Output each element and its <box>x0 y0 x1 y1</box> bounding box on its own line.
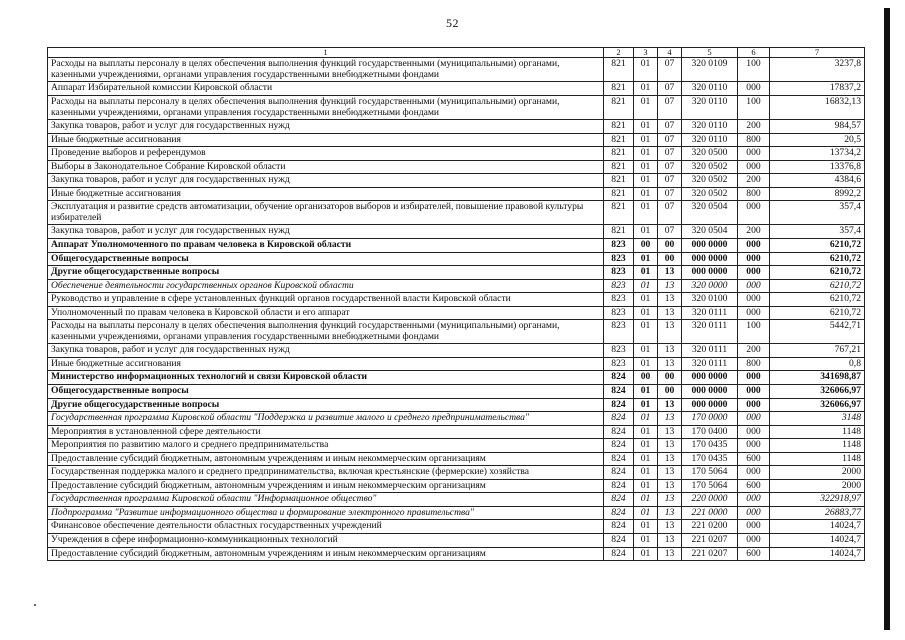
header-cell: 1 <box>48 48 604 58</box>
row-name: Иные бюджетные ассигнования <box>48 133 604 147</box>
row-amount: 16832,13 <box>770 95 865 119</box>
row-chapter-code: 821 <box>604 225 634 239</box>
row-amount: 6210,72 <box>770 306 865 320</box>
row-expense-type: 600 <box>738 547 770 561</box>
row-subsection-code: 13 <box>658 398 682 412</box>
row-target-article: 000 0000 <box>682 239 738 253</box>
row-section-code: 01 <box>634 252 658 266</box>
row-amount: 1148 <box>770 439 865 453</box>
row-subsection-code: 00 <box>658 239 682 253</box>
row-target-article: 000 0000 <box>682 398 738 412</box>
row-expense-type: 000 <box>738 306 770 320</box>
row-expense-type: 000 <box>738 506 770 520</box>
row-amount: 5442,71 <box>770 320 865 344</box>
table-row <box>48 239 865 253</box>
row-amount: 326066,97 <box>770 398 865 412</box>
row-chapter-code: 821 <box>604 147 634 161</box>
row-subsection-code: 13 <box>658 320 682 344</box>
row-chapter-code: 824 <box>604 547 634 561</box>
row-section-code: 01 <box>634 160 658 174</box>
row-target-article: 320 0504 <box>682 225 738 239</box>
row-expense-type: 200 <box>738 174 770 188</box>
row-chapter-code: 821 <box>604 120 634 134</box>
row-target-article: 320 0111 <box>682 320 738 344</box>
row-amount: 767,21 <box>770 344 865 358</box>
row-amount: 3237,8 <box>770 58 865 82</box>
table-row <box>48 306 865 320</box>
row-subsection-code: 13 <box>658 344 682 358</box>
row-section-code: 01 <box>634 412 658 426</box>
row-target-article: 221 0207 <box>682 547 738 561</box>
row-subsection-code: 13 <box>658 279 682 293</box>
table-row <box>48 547 865 561</box>
row-expense-type: 600 <box>738 452 770 466</box>
row-amount: 26883,77 <box>770 506 865 520</box>
row-expense-type: 000 <box>738 266 770 280</box>
row-name: Мероприятия в установленной сфере деятельности <box>48 425 604 439</box>
row-chapter-code: 821 <box>604 187 634 201</box>
row-section-code: 01 <box>634 279 658 293</box>
row-chapter-code: 824 <box>604 466 634 480</box>
row-chapter-code: 824 <box>604 412 634 426</box>
table-row <box>48 344 865 358</box>
scan-speck <box>34 604 36 606</box>
row-subsection-code: 07 <box>658 160 682 174</box>
row-target-article: 170 5064 <box>682 479 738 493</box>
row-chapter-code: 823 <box>604 252 634 266</box>
table-row <box>48 425 865 439</box>
row-amount: 6210,72 <box>770 239 865 253</box>
row-name: Подпрограмма "Развитие информационного общества и формирование электронного правительства" <box>48 506 604 520</box>
row-expense-type: 000 <box>738 293 770 307</box>
row-name: Аппарат Избирательной комиссии Кировской области <box>48 82 604 96</box>
row-name: Аппарат Уполномоченного по правам человека в Кировской области <box>48 239 604 253</box>
row-expense-type: 100 <box>738 95 770 119</box>
row-amount: 14024,7 <box>770 547 865 561</box>
row-section-code: 01 <box>634 187 658 201</box>
row-amount: 6210,72 <box>770 293 865 307</box>
row-chapter-code: 821 <box>604 133 634 147</box>
row-target-article: 220 0000 <box>682 493 738 507</box>
row-expense-type: 800 <box>738 187 770 201</box>
row-chapter-code: 824 <box>604 534 634 548</box>
table-row <box>48 466 865 480</box>
row-section-code: 01 <box>634 174 658 188</box>
row-expense-type: 000 <box>738 160 770 174</box>
row-section-code: 01 <box>634 425 658 439</box>
row-target-article: 170 0435 <box>682 452 738 466</box>
row-section-code: 01 <box>634 147 658 161</box>
scan-edge-bar <box>884 8 890 630</box>
table-row <box>48 201 865 225</box>
row-amount: 14024,7 <box>770 534 865 548</box>
row-subsection-code: 13 <box>658 412 682 426</box>
row-chapter-code: 824 <box>604 452 634 466</box>
row-chapter-code: 823 <box>604 320 634 344</box>
row-amount: 984,57 <box>770 120 865 134</box>
row-section-code: 00 <box>634 371 658 385</box>
row-name: Закупка товаров, работ и услуг для государственных нужд <box>48 225 604 239</box>
header-cell: 2 <box>604 48 634 58</box>
row-subsection-code: 07 <box>658 201 682 225</box>
row-section-code: 01 <box>634 385 658 399</box>
row-chapter-code: 823 <box>604 279 634 293</box>
table-row <box>48 252 865 266</box>
row-expense-type: 000 <box>738 239 770 253</box>
row-expense-type: 200 <box>738 120 770 134</box>
row-subsection-code: 07 <box>658 95 682 119</box>
row-name: Закупка товаров, работ и услуг для государственных нужд <box>48 344 604 358</box>
row-expense-type: 000 <box>738 425 770 439</box>
row-name: Государственная программа Кировской области "Поддержка и развитие малого и среднего предпринимательства" <box>48 412 604 426</box>
row-target-article: 170 0435 <box>682 439 738 453</box>
row-subsection-code: 13 <box>658 357 682 371</box>
row-section-code: 01 <box>634 520 658 534</box>
row-expense-type: 000 <box>738 412 770 426</box>
row-name: Предоставление субсидий бюджетным, автономным учреждениям и иным некоммерческим организациям <box>48 479 604 493</box>
row-target-article: 320 0500 <box>682 147 738 161</box>
row-name: Учреждения в сфере информационно-коммуникационных технологий <box>48 534 604 548</box>
row-expense-type: 800 <box>738 357 770 371</box>
row-target-article: 000 0000 <box>682 371 738 385</box>
table-row <box>48 147 865 161</box>
table-row <box>48 120 865 134</box>
row-subsection-code: 13 <box>658 266 682 280</box>
header-cell: 5 <box>682 48 738 58</box>
table-row <box>48 493 865 507</box>
row-section-code: 01 <box>634 201 658 225</box>
row-chapter-code: 821 <box>604 58 634 82</box>
row-chapter-code: 824 <box>604 398 634 412</box>
row-expense-type: 000 <box>738 82 770 96</box>
row-target-article: 320 0502 <box>682 160 738 174</box>
row-subsection-code: 07 <box>658 225 682 239</box>
row-subsection-code: 13 <box>658 534 682 548</box>
row-section-code: 01 <box>634 452 658 466</box>
header-row <box>48 48 865 58</box>
row-expense-type: 000 <box>738 252 770 266</box>
row-section-code: 01 <box>634 357 658 371</box>
row-subsection-code: 13 <box>658 293 682 307</box>
row-name: Расходы на выплаты персоналу в целях обеспечения выполнения функций государственными (муниципальными) органами, казенными учреждениями, органами управления государственными внебюджетными фондами <box>48 320 604 344</box>
row-target-article: 320 0110 <box>682 120 738 134</box>
row-target-article: 170 5064 <box>682 466 738 480</box>
row-subsection-code: 13 <box>658 493 682 507</box>
row-section-code: 01 <box>634 439 658 453</box>
row-amount: 357,4 <box>770 201 865 225</box>
row-target-article: 320 0111 <box>682 357 738 371</box>
row-amount: 2000 <box>770 479 865 493</box>
row-expense-type: 000 <box>738 466 770 480</box>
row-expense-type: 000 <box>738 279 770 293</box>
row-target-article: 320 0502 <box>682 187 738 201</box>
row-expense-type: 000 <box>738 147 770 161</box>
row-subsection-code: 13 <box>658 425 682 439</box>
row-amount: 326066,97 <box>770 385 865 399</box>
row-amount: 13376,8 <box>770 160 865 174</box>
table-row <box>48 266 865 280</box>
row-chapter-code: 824 <box>604 371 634 385</box>
row-amount: 8992,2 <box>770 187 865 201</box>
row-amount: 341698,87 <box>770 371 865 385</box>
row-target-article: 320 0111 <box>682 344 738 358</box>
row-name: Уполномоченный по правам человека в Кировской области и его аппарат <box>48 306 604 320</box>
row-section-code: 01 <box>634 466 658 480</box>
row-name: Обеспечение деятельности государственных органов Кировской области <box>48 279 604 293</box>
row-chapter-code: 824 <box>604 506 634 520</box>
row-chapter-code: 821 <box>604 82 634 96</box>
row-expense-type: 000 <box>738 534 770 548</box>
row-chapter-code: 823 <box>604 357 634 371</box>
row-chapter-code: 824 <box>604 425 634 439</box>
table-row <box>48 187 865 201</box>
row-amount: 0,8 <box>770 357 865 371</box>
table-row <box>48 385 865 399</box>
row-chapter-code: 824 <box>604 479 634 493</box>
row-section-code: 01 <box>634 133 658 147</box>
row-subsection-code: 07 <box>658 120 682 134</box>
row-subsection-code: 13 <box>658 306 682 320</box>
row-amount: 357,4 <box>770 225 865 239</box>
row-subsection-code: 13 <box>658 506 682 520</box>
table-row <box>48 133 865 147</box>
row-section-code: 01 <box>634 398 658 412</box>
row-name: Иные бюджетные ассигнования <box>48 357 604 371</box>
row-name: Мероприятия по развитию малого и среднего предпринимательства <box>48 439 604 453</box>
row-chapter-code: 824 <box>604 520 634 534</box>
table-row <box>48 82 865 96</box>
row-section-code: 01 <box>634 547 658 561</box>
row-expense-type: 000 <box>738 493 770 507</box>
table-row <box>48 520 865 534</box>
row-section-code: 01 <box>634 506 658 520</box>
row-subsection-code: 13 <box>658 452 682 466</box>
row-amount: 1148 <box>770 452 865 466</box>
row-expense-type: 000 <box>738 439 770 453</box>
row-subsection-code: 07 <box>658 187 682 201</box>
row-name: Предоставление субсидий бюджетным, автономным учреждениям и иным некоммерческим организациям <box>48 452 604 466</box>
row-expense-type: 100 <box>738 58 770 82</box>
row-name: Закупка товаров, работ и услуг для государственных нужд <box>48 174 604 188</box>
table-row <box>48 398 865 412</box>
row-chapter-code: 821 <box>604 95 634 119</box>
row-expense-type: 800 <box>738 133 770 147</box>
row-name: Проведение выборов и референдумов <box>48 147 604 161</box>
row-chapter-code: 823 <box>604 306 634 320</box>
row-section-code: 01 <box>634 225 658 239</box>
table-row <box>48 452 865 466</box>
page-number: 52 <box>446 16 459 30</box>
row-target-article: 320 0110 <box>682 82 738 96</box>
row-section-code: 01 <box>634 58 658 82</box>
header-cell: 6 <box>738 48 770 58</box>
row-name: Эксплуатация и развитие средств автоматизации, обучение организаторов выборов и избирателей, повышение правовой культуры избирателей <box>48 201 604 225</box>
row-amount: 3148 <box>770 412 865 426</box>
table-row <box>48 160 865 174</box>
row-amount: 6210,72 <box>770 266 865 280</box>
row-chapter-code: 823 <box>604 239 634 253</box>
row-chapter-code: 821 <box>604 201 634 225</box>
row-subsection-code: 00 <box>658 385 682 399</box>
row-section-code: 01 <box>634 120 658 134</box>
row-section-code: 01 <box>634 293 658 307</box>
row-expense-type: 000 <box>738 385 770 399</box>
row-section-code: 01 <box>634 320 658 344</box>
table-row <box>48 279 865 293</box>
table-row <box>48 95 865 119</box>
row-section-code: 01 <box>634 306 658 320</box>
row-section-code: 01 <box>634 95 658 119</box>
row-name: Иные бюджетные ассигнования <box>48 187 604 201</box>
table-row <box>48 412 865 426</box>
row-section-code: 00 <box>634 239 658 253</box>
row-expense-type: 200 <box>738 344 770 358</box>
row-expense-type: 000 <box>738 371 770 385</box>
table-row <box>48 225 865 239</box>
row-expense-type: 000 <box>738 520 770 534</box>
row-section-code: 01 <box>634 479 658 493</box>
row-subsection-code: 13 <box>658 520 682 534</box>
row-name: Руководство и управление в сфере установленных функций органов государственной власти Кировской области <box>48 293 604 307</box>
row-section-code: 01 <box>634 266 658 280</box>
row-amount: 6210,72 <box>770 279 865 293</box>
row-target-article: 320 0109 <box>682 58 738 82</box>
row-target-article: 320 0504 <box>682 201 738 225</box>
table-row <box>48 534 865 548</box>
row-name: Расходы на выплаты персоналу в целях обеспечения выполнения функций государственными (муниципальными) органами, казенными учреждениями, органами управления государственными внебюджетными фондами <box>48 58 604 82</box>
table-row <box>48 439 865 453</box>
row-name: Государственная программа Кировской области "Информационное общество" <box>48 493 604 507</box>
row-expense-type: 000 <box>738 398 770 412</box>
row-amount: 6210,72 <box>770 252 865 266</box>
row-subsection-code: 13 <box>658 466 682 480</box>
row-expense-type: 000 <box>738 201 770 225</box>
row-target-article: 320 0000 <box>682 279 738 293</box>
row-amount: 2000 <box>770 466 865 480</box>
row-chapter-code: 821 <box>604 174 634 188</box>
table-row <box>48 293 865 307</box>
row-target-article: 320 0100 <box>682 293 738 307</box>
row-subsection-code: 13 <box>658 439 682 453</box>
row-target-article: 320 0502 <box>682 174 738 188</box>
row-name: Предоставление субсидий бюджетным, автономным учреждениям и иным некоммерческим организациям <box>48 547 604 561</box>
row-subsection-code: 07 <box>658 133 682 147</box>
row-name: Общегосударственные вопросы <box>48 252 604 266</box>
row-target-article: 221 0000 <box>682 506 738 520</box>
row-target-article: 170 0000 <box>682 412 738 426</box>
row-name: Государственная поддержка малого и среднего предпринимательства, включая крестьянские (фермерские) хозяйства <box>48 466 604 480</box>
row-subsection-code: 00 <box>658 371 682 385</box>
row-amount: 13734,2 <box>770 147 865 161</box>
row-section-code: 01 <box>634 534 658 548</box>
row-amount: 4384,6 <box>770 174 865 188</box>
row-subsection-code: 13 <box>658 547 682 561</box>
row-subsection-code: 07 <box>658 58 682 82</box>
row-target-article: 170 0400 <box>682 425 738 439</box>
row-target-article: 000 0000 <box>682 266 738 280</box>
row-chapter-code: 824 <box>604 439 634 453</box>
row-target-article: 000 0000 <box>682 252 738 266</box>
table-row <box>48 58 865 82</box>
row-subsection-code: 07 <box>658 82 682 96</box>
table-row <box>48 357 865 371</box>
row-section-code: 01 <box>634 82 658 96</box>
row-section-code: 01 <box>634 344 658 358</box>
row-name: Закупка товаров, работ и услуг для государственных нужд <box>48 120 604 134</box>
row-target-article: 221 0200 <box>682 520 738 534</box>
row-amount: 20,5 <box>770 133 865 147</box>
row-amount: 14024,7 <box>770 520 865 534</box>
budget-table <box>47 47 865 561</box>
row-target-article: 000 0000 <box>682 385 738 399</box>
table-row <box>48 320 865 344</box>
row-amount: 322918,97 <box>770 493 865 507</box>
row-section-code: 01 <box>634 493 658 507</box>
row-chapter-code: 823 <box>604 293 634 307</box>
row-name: Другие общегосударственные вопросы <box>48 266 604 280</box>
row-target-article: 320 0111 <box>682 306 738 320</box>
header-cell: 3 <box>634 48 658 58</box>
table-row <box>48 479 865 493</box>
row-subsection-code: 07 <box>658 174 682 188</box>
table-row <box>48 506 865 520</box>
row-name: Расходы на выплаты персоналу в целях обеспечения выполнения функций государственными (муниципальными) органами, казенными учреждениями, органами управления государственными внебюджетными фондами <box>48 95 604 119</box>
row-amount: 17837,2 <box>770 82 865 96</box>
row-subsection-code: 07 <box>658 147 682 161</box>
row-subsection-code: 00 <box>658 252 682 266</box>
row-expense-type: 100 <box>738 320 770 344</box>
row-chapter-code: 823 <box>604 344 634 358</box>
header-cell: 4 <box>658 48 682 58</box>
row-name: Финансовое обеспечение деятельности областных государственных учреждений <box>48 520 604 534</box>
row-name: Министерство информационных технологий и связи Кировской области <box>48 371 604 385</box>
row-chapter-code: 824 <box>604 493 634 507</box>
row-name: Другие общегосударственные вопросы <box>48 398 604 412</box>
table-row <box>48 371 865 385</box>
row-expense-type: 200 <box>738 225 770 239</box>
table-row <box>48 174 865 188</box>
row-name: Общегосударственные вопросы <box>48 385 604 399</box>
row-amount: 1148 <box>770 425 865 439</box>
row-expense-type: 600 <box>738 479 770 493</box>
table-body <box>48 58 865 561</box>
header-cell: 7 <box>770 48 865 58</box>
row-chapter-code: 823 <box>604 266 634 280</box>
row-chapter-code: 821 <box>604 160 634 174</box>
row-name: Выборы в Законодательное Собрание Кировской области <box>48 160 604 174</box>
row-target-article: 221 0207 <box>682 534 738 548</box>
row-chapter-code: 824 <box>604 385 634 399</box>
row-subsection-code: 13 <box>658 479 682 493</box>
row-target-article: 320 0110 <box>682 95 738 119</box>
row-target-article: 320 0110 <box>682 133 738 147</box>
